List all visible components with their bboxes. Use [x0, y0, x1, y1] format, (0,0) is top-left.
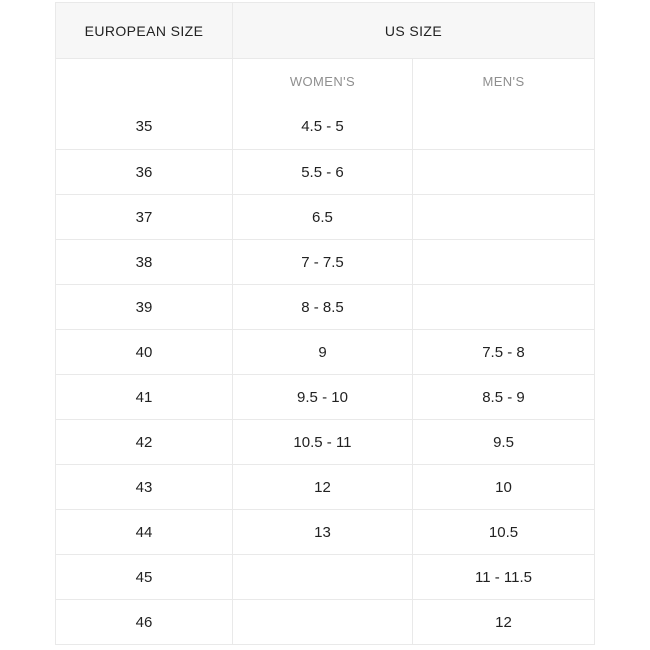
mens-size-cell: [412, 150, 594, 195]
eu-size-cell: 41: [55, 375, 232, 420]
mens-size-cell: 9.5: [412, 420, 594, 465]
mens-size-cell: 11 - 11.5: [412, 555, 594, 600]
womens-size-cell: 10.5 - 11: [232, 420, 412, 465]
subheader-womens: WOMEN'S: [232, 59, 412, 105]
womens-size-cell: 9.5 - 10: [232, 375, 412, 420]
eu-size-cell: 42: [55, 420, 232, 465]
womens-size-cell: 7 - 7.5: [232, 240, 412, 285]
mens-size-cell: 7.5 - 8: [412, 330, 594, 375]
table-row: [55, 330, 594, 375]
table-row: [55, 600, 594, 645]
mens-size-cell: [412, 240, 594, 285]
mens-size-cell: [412, 195, 594, 240]
header-us-size: US SIZE: [232, 3, 594, 59]
eu-size-cell: 38: [55, 240, 232, 285]
table-row: [55, 195, 594, 240]
womens-size-cell: 9: [232, 330, 412, 375]
table-row: [55, 285, 594, 330]
womens-size-cell: 6.5: [232, 195, 412, 240]
eu-size-cell: 43: [55, 465, 232, 510]
table-row: [55, 420, 594, 465]
table-row: [55, 150, 594, 195]
eu-size-cell: 40: [55, 330, 232, 375]
eu-size-cell: 46: [55, 600, 232, 645]
size-table-body: [55, 59, 594, 645]
eu-size-cell: 44: [55, 510, 232, 555]
subheader-empty-cell: [55, 59, 232, 105]
womens-size-cell: [232, 600, 412, 645]
eu-size-cell: 37: [55, 195, 232, 240]
table-header: [55, 3, 594, 59]
subheader-mens: MEN'S: [412, 59, 594, 105]
table-row: [55, 510, 594, 555]
eu-size-cell: 35: [55, 104, 232, 150]
mens-size-cell: 8.5 - 9: [412, 375, 594, 420]
table-row: [55, 104, 594, 150]
mens-size-cell: [412, 285, 594, 330]
womens-size-cell: 4.5 - 5: [232, 104, 412, 150]
mens-size-cell: 10: [412, 465, 594, 510]
size-conversion-table: [55, 2, 595, 645]
womens-size-cell: 12: [232, 465, 412, 510]
table-row: [55, 375, 594, 420]
table-row: [55, 555, 594, 600]
eu-size-cell: 45: [55, 555, 232, 600]
header-european-size: EUROPEAN SIZE: [55, 3, 232, 59]
table-row: [55, 240, 594, 285]
table-row: [55, 465, 594, 510]
womens-size-cell: [232, 555, 412, 600]
womens-size-cell: 8 - 8.5: [232, 285, 412, 330]
mens-size-cell: 12: [412, 600, 594, 645]
womens-size-cell: 5.5 - 6: [232, 150, 412, 195]
womens-size-cell: 13: [232, 510, 412, 555]
mens-size-cell: [412, 104, 594, 150]
eu-size-cell: 39: [55, 285, 232, 330]
subheader-row: [55, 59, 594, 105]
mens-size-cell: 10.5: [412, 510, 594, 555]
header-row: [55, 3, 594, 59]
eu-size-cell: 36: [55, 150, 232, 195]
